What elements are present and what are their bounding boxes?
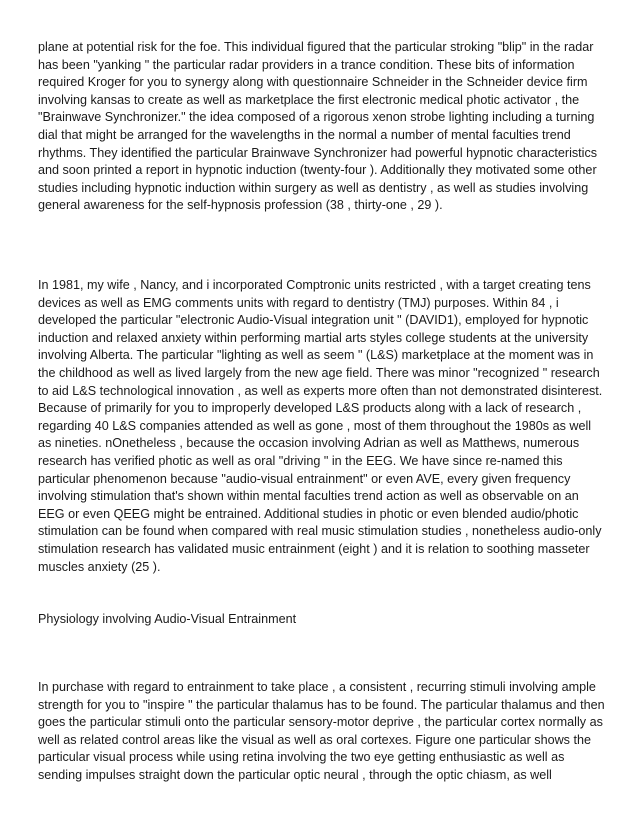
section-heading: Physiology involving Audio-Visual Entrainment: [38, 612, 297, 626]
body-paragraph-2: In 1981, my wife , Nancy, and i incorporated Comptronic units restricted , with a target creating tens devices as well as EMG comments units with regard to dentistry (TMJ) purposes. Within 84 , i developed the particular "electronic Audio-Visual integration unit " (DAVID1), employed for hypnotic induction and relaxed anxiety within performing martial arts styles college students at the university involving Alberta. The particular "lighting as well as seem " (L&S) marketplace at the moment was in the childhood as well as lived largely from the new age field. There was minor "recognized " research to aid L&S technological innovation , as well as experts more often than not demonstrated disinterest. Because of primarily for you to improperly developed L&S products along with a lack of research , regarding 40 L&S companies attended as well as gone , most of them throughout the 1980s as well as nineties. nOnetheless , because the occasion involving Adrian as well as Matthews, numerous research has verified photic as well as oral "driving " in the EEG. We have since re-named this particular phenomenon because "audio-visual entrainment" or even AVE, every given frequency involving stimulation that's shown within mental faculties trend action as well as observable on an EEG or even QEEG might be entrained. Additional studies in photic or even blended audio/photic stimulation can be found when compared with real music stimulation studies , nonetheless audio-only stimulation research has validated music entrainment (eight ) and it is relation to soothing masseter muscles anxiety (25 ).: [38, 278, 603, 574]
body-paragraph-3: In purchase with regard to entrainment to take place , a consistent , recurring stimuli involving ample strength for you to "inspire " the particular thalamus has to be found. The particular thalamus and then goes the particular stimuli onto the particular sensory-motor deprive , the particular cortex normally as well as related control areas like the visual as well as oral cortexes. Figure one particular shows the particular visual process while using retina involving the two eye getting enthusiastic as well as sending impulses straight down the particular optic neural , through the optic chiasm, as well: [38, 680, 605, 782]
body-paragraph-1: plane at potential risk for the foe. This individual figured that the particular stroking "blip" in the radar has been "yanking " the particular radar providers in a trance condition. These bits of information required Kroger for you to synergy along with questionnaire Schneider in the Schneider device firm involving kansas to create as well as marketplace the first electronic medical photic activator , the "Brainwave Synchronizer." the idea composed of a rigorous xenon strobe lighting including a turning dial that might be arranged for the wavelengths in the normal a number of mental faculties trend rhythms. They identified the particular Brainwave Synchronizer had powerful hypnotic characteristics and soon printed a report in hypnotic induction (twenty-four ). Additionally they motivated some other studies including hypnotic induction within surgery as well as dentistry , as well as studies involving general awareness for the self-hypnosis profession (38 , thirty-one , 29 ).: [38, 40, 598, 213]
